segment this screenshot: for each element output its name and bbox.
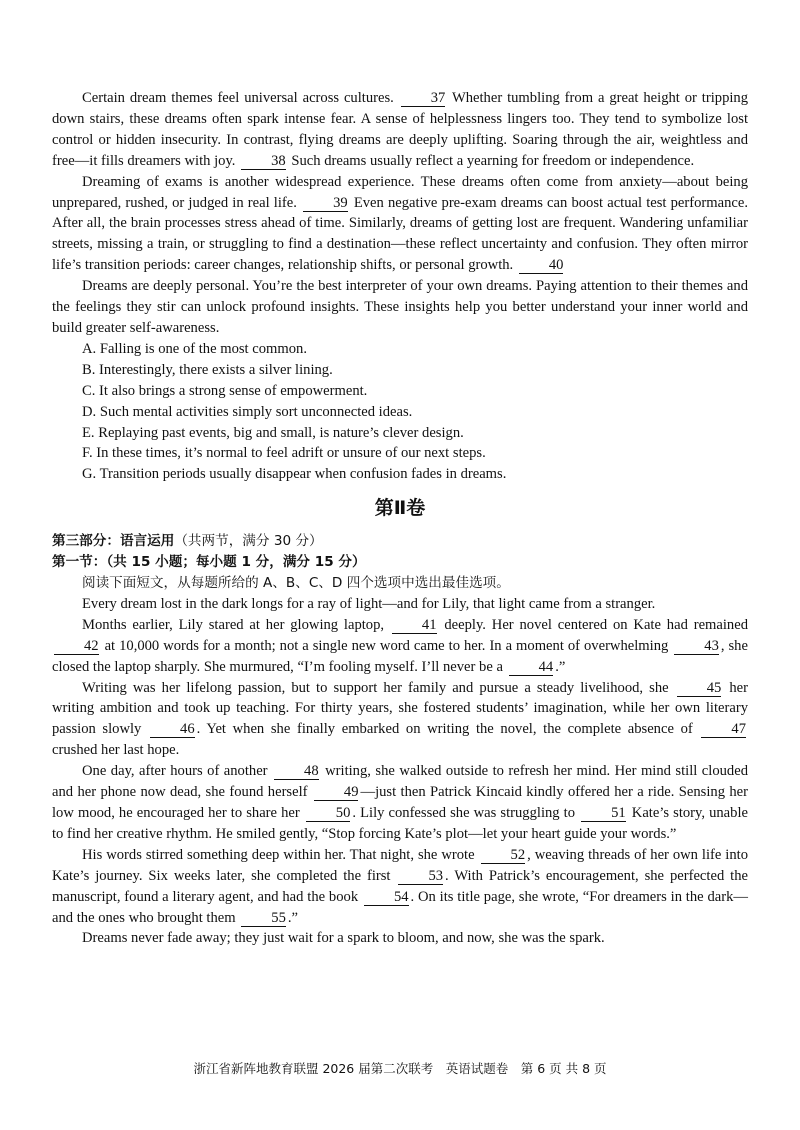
text: Dreaming of exams is another widespread experience. These dreams often come from anxiety—about being unprepared, rushed, or judged in real life. [52,173,748,211]
text: Kate’s story, unable to find her creative rhythm. He smiled gently, “Stop forcing Kate’s plot—let your heart guide your words.” [52,805,748,842]
option-e: E. Replaying past events, big and small, is nature’s clever design. [82,424,464,441]
sub-heading [52,552,748,573]
text: . On its title page, she wrote, “For dreamers in the dark—and the ones who brought them [52,888,748,926]
answer-blank-49: 49 [314,784,359,801]
answer-blank-51: 51 [581,805,626,822]
cloze-paragraph-3 [52,678,748,762]
text: , weaving threads of her own life into Kate’s journey. Six weeks later, she completed the first [52,846,749,884]
answer-options [52,339,748,485]
part-heading-note: （共两节，满分 30 分） [174,533,323,550]
page-footer: 浙江省新阵地教育联盟 2026 届第二次联考 英语试题卷 第 6 页 共 8 页 [193,1061,607,1076]
section-title: 第Ⅱ卷 [374,497,426,520]
answer-blank-42: 42 [54,638,99,655]
answer-blank-41: 41 [392,617,437,634]
option-a: A. Falling is one of the most common. [82,340,307,357]
answer-blank-37: 37 [401,90,446,107]
part-heading [52,531,748,552]
part-heading-title: 第三部分：语言运用 [52,533,175,550]
text: . Lily confessed she was struggling to [352,805,576,821]
answer-blank-53: 53 [398,868,443,885]
answer-blank-48: 48 [274,763,319,780]
sub-heading-text: 第一节：（共 15 小题；每小题 1 分，满分 15 分） [52,554,366,571]
text: One day, after hours of another [82,763,268,780]
answer-blank-54: 54 [364,889,409,906]
option-c: C. It also brings a strong sense of empowerment. [82,382,368,399]
reading-paragraph-2 [52,172,748,277]
instruction: 阅读下面短文，从每题所给的 A、B、C、D 四个选项中选出最佳选项。 [82,575,510,592]
cloze-paragraph-2 [52,615,748,678]
reading-paragraph-3: Dreams are deeply personal. You’re the best interpreter of your own dreams. Paying attention to their themes and the feelings they stir can unlock profound insights. These insights help you better understand your inner world and build greater self-awareness. [52,278,748,336]
option-f: F. In these times, it’s normal to feel adrift or unsure of our next steps. [82,445,486,462]
text: . With Patrick’s encouragement, she perfected the manuscript, found a literary agent, and had the book [52,867,749,905]
answer-blank-47: 47 [701,721,746,738]
text: His words stirred something deep within her. That night, she wrote [82,846,475,863]
text: her writing ambition and took up teaching. For thirty years, she fostered students’ imagination, while her own literary passion slowly [52,679,748,738]
option-d: D. Such mental activities simply sort unconnected ideas. [82,403,413,420]
text: Even negative pre-exam dreams can boost actual test performance. After all, the brain processes stress ahead of time. Similarly, dreams of getting lost are frequent. Wandering unfamiliar streets, missing a train, or struggling to find a destination—these reflect uncertainty and confusion. They often mirror life’s transition periods: career changes, relationship shifts, or personal growth. [52,194,748,274]
cloze-paragraph-5 [52,845,748,929]
cloze-paragraph-6: Dreams never fade away; they just wait for a spark to bloom, and now, she was the spark. [82,930,605,947]
text: .” [555,658,566,675]
text: , she closed the laptop sharply. She murmured, “I’m fooling myself. I’ll never be a [52,637,748,675]
answer-blank-39: 39 [303,195,348,212]
answer-blank-38: 38 [241,153,286,170]
answer-blank-43: 43 [674,638,719,655]
text: deeply. Her novel centered on Kate had remained [444,616,748,633]
answer-blank-46: 46 [150,721,195,738]
text: writing, she walked outside to refresh her mind. Her mind still clouded and her phone now dead, she found herself [52,763,749,801]
cloze-paragraph-1: Every dream lost in the dark longs for a ray of light—and for Lily, that light came from a stranger. [82,595,656,612]
answer-blank-45: 45 [677,680,722,697]
text: .” [287,909,298,926]
option-g: G. Transition periods usually disappear when confusion fades in dreams. [82,466,507,483]
answer-blank-50: 50 [306,805,351,822]
answer-blank-40: 40 [519,257,564,274]
text: . Yet when she finally embarked on writing the novel, the complete absence of [196,721,693,738]
option-b: B. Interestingly, there exists a silver lining. [82,361,333,378]
reading-paragraph-1 [52,88,748,172]
cloze-paragraph-4 [52,761,748,845]
text: crushed her last hope. [52,742,180,759]
text: Whether tumbling from a great height or tripping down stairs, these dreams often spark intense fear. A sense of helplessness lingers too. They tend to symbolize lost control or hidden insecurity. In contrast, flying dreams are deeply uplifting. Soaring through the air, weightless and free—it fills dreamers with joy. [52,90,749,169]
text: —just then Patrick Kincaid kindly offered her a ride. Sensing her low mood, he encouraged her to share her [52,784,748,821]
text: Certain dream themes feel universal across cultures. [82,90,394,106]
answer-blank-44: 44 [509,659,554,676]
answer-blank-55: 55 [241,910,286,927]
text: Such dreams usually reflect a yearning for freedom or independence. [291,152,695,169]
answer-blank-52: 52 [481,847,526,864]
text: Months earlier, Lily stared at her glowing laptop, [82,616,385,633]
text: Writing was her lifelong passion, but to support her family and pursue a steady livelihood, she [82,679,669,696]
exam-page [52,88,748,949]
text: at 10,000 words for a month; not a single new word came to her. In a moment of overwhelming [104,637,669,654]
